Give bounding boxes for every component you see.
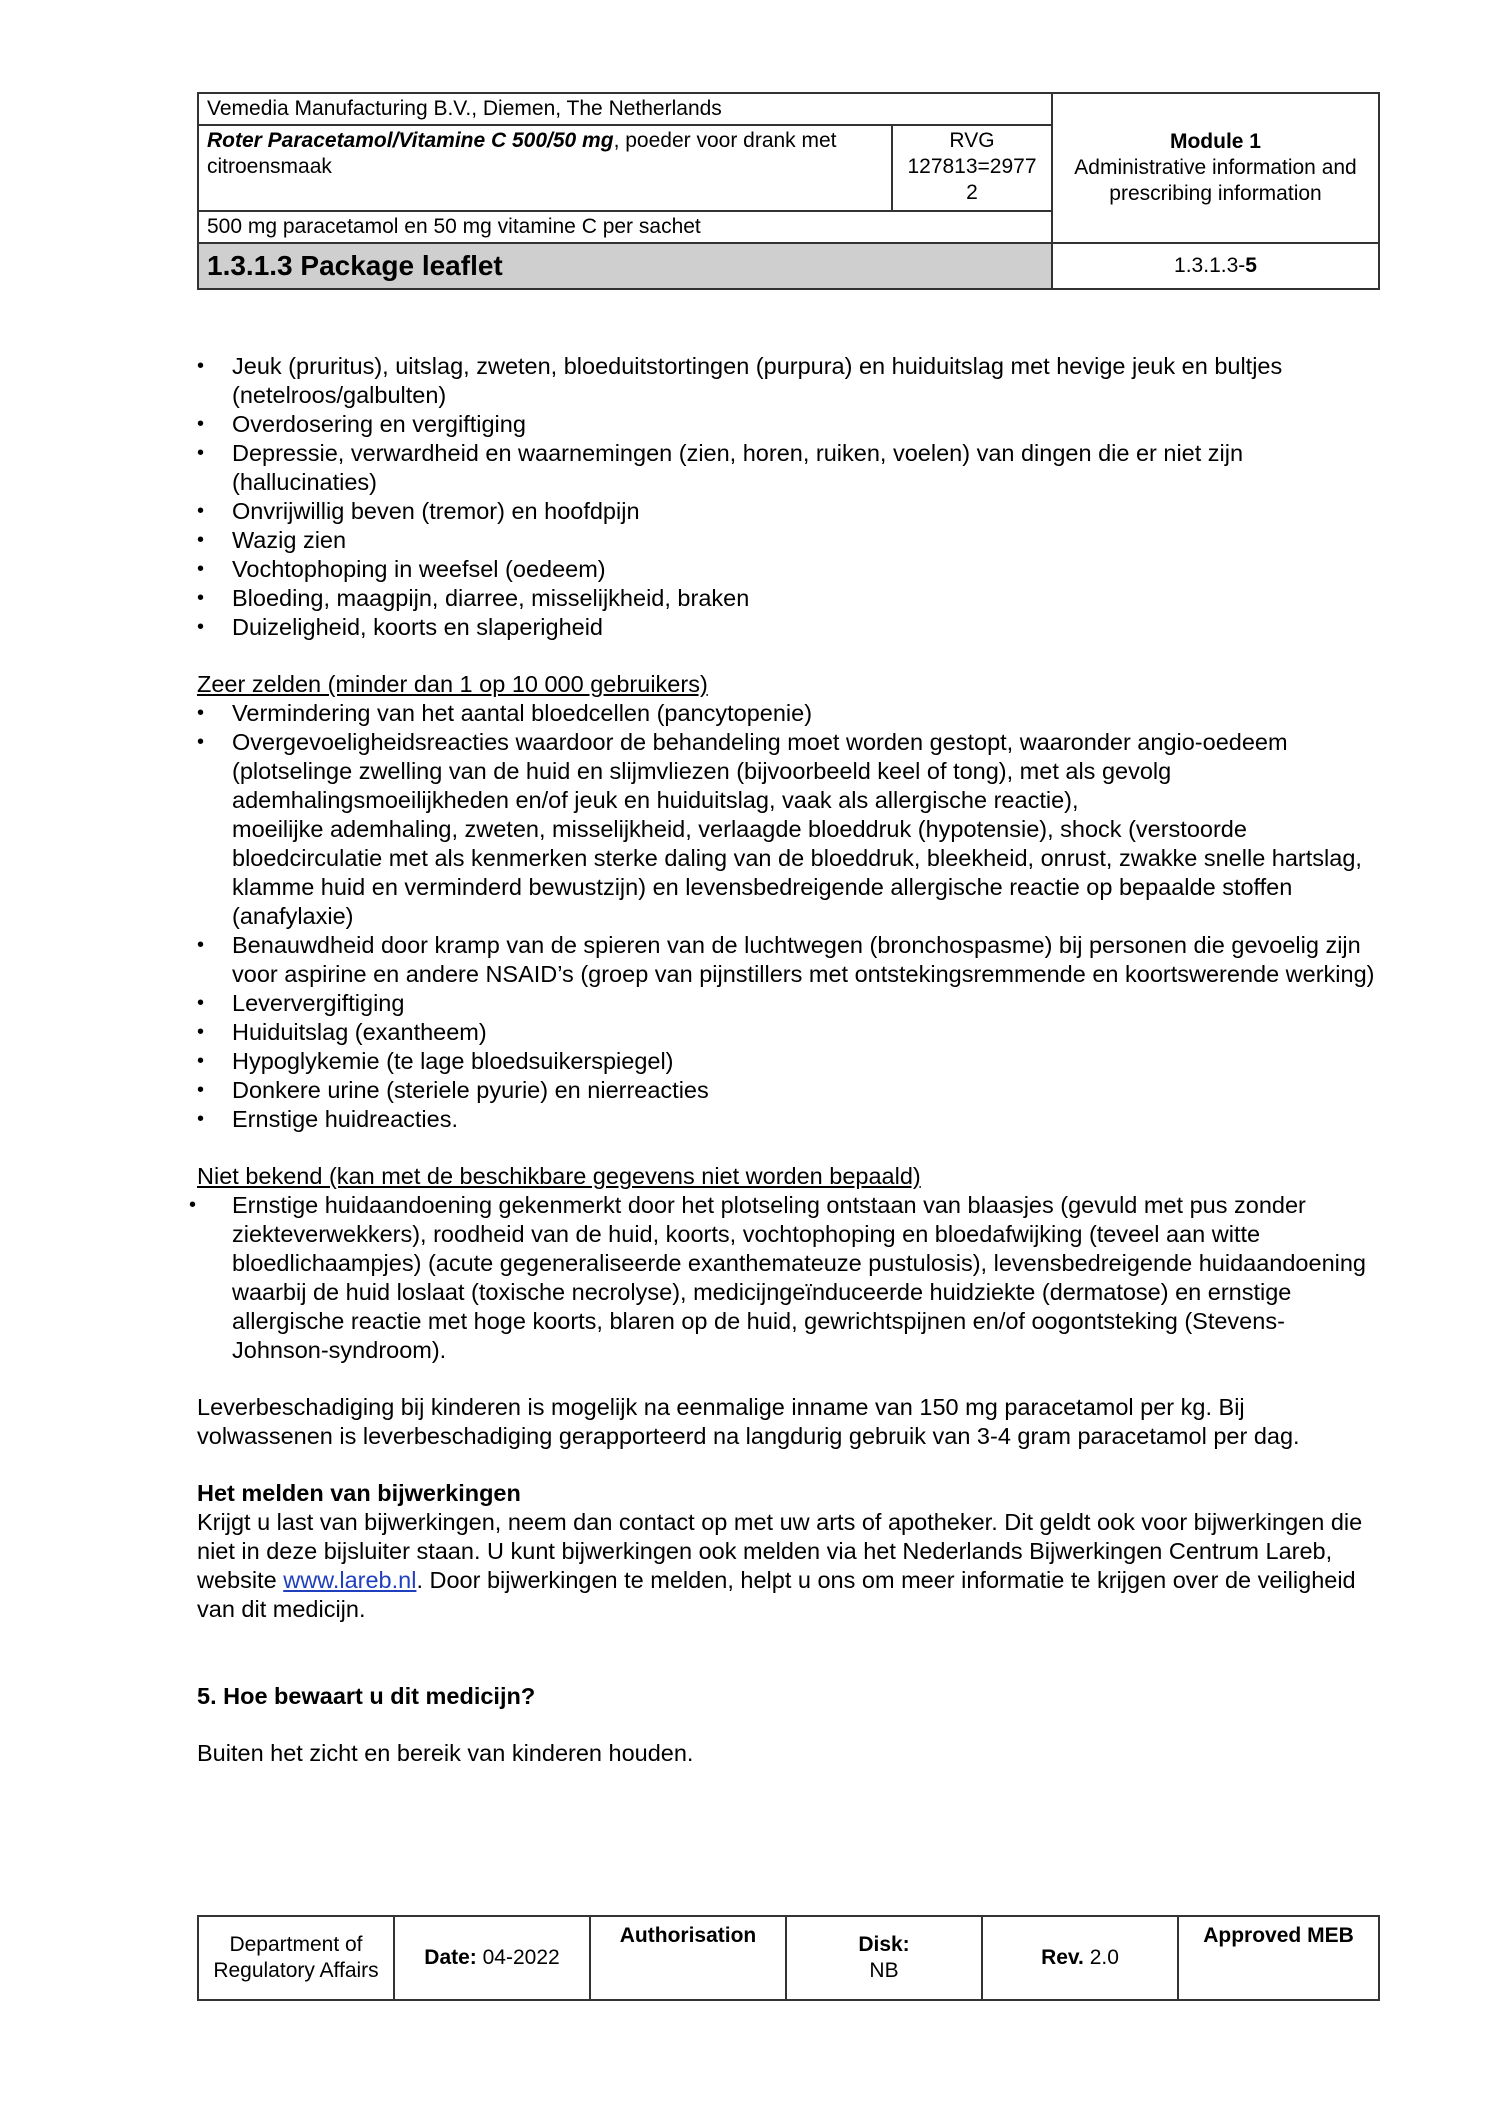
section-title: 1.3.1.3 Package leaflet: [198, 243, 1052, 289]
list-item: • Leververgiftiging: [197, 989, 1377, 1018]
list-item-continuation: moeilijke ademhaling, zweten, misselijkheid, verlaagde bloeddruk (hypotensie), shock (verstoorde bloedcirculatie met als kenmerken sterke daling van de bloeddruk, bleekheid, onrust, zwakke snelle hartslag, klamme huid en verminderd bewustzijn) en levensbedreigende allergische reactie op bepaalde stoffen (anafylaxie): [232, 816, 1362, 929]
disk-value: NB: [869, 1959, 899, 1982]
list-item: • Jeuk (pruritus), uitslag, zweten, bloeduitstortingen (purpura) en huiduitslag met hevige jeuk en bultjes (netelroos/galbulten): [197, 352, 1377, 410]
date-value: 04-2022: [476, 1946, 560, 1969]
list-item: • Wazig zien: [197, 526, 1377, 555]
list-item: • Huiduitslag (exantheem): [197, 1018, 1377, 1047]
list-item: • Duizeligheid, koorts en slaperigheid: [197, 613, 1377, 642]
page-ref-prefix: 1.3.1.3-: [1174, 254, 1246, 277]
rvg-cell: [892, 125, 1052, 211]
list-item-text: Overgevoeligheidsreacties waardoor de behandeling moet worden gestopt, waaronder angio-oedeem (plotselinge zwelling van de huid en slijmvliezen (bijvoorbeeld keel of tong), met als gevolg ademhalingsmoeilijkheden en/of jeuk en huiduitslag, vaak als allergische reactie),: [232, 729, 1288, 813]
authorisation-cell: Authorisation: [590, 1916, 786, 2000]
approved-cell: Approved MEB: [1178, 1916, 1379, 2000]
section-5-heading: 5. Hoe bewaart u dit medicijn?: [197, 1683, 536, 1709]
list-item: • Depressie, verwardheid en waarnemingen (zien, horen, ruiken, voelen) van dingen die er niet zijn (hallucinaties): [197, 439, 1377, 497]
department-cell: Department of Regulatory Affairs: [198, 1916, 394, 2000]
lareb-link[interactable]: www.lareb.nl: [283, 1567, 417, 1593]
page-number: 5: [1245, 254, 1257, 277]
side-effects-list-3: [197, 1191, 1377, 1365]
list-item: • Onvrijwillig beven (tremor) en hoofdpijn: [197, 497, 1377, 526]
module-description: Administrative information and prescribing information: [1074, 156, 1357, 205]
disk-cell: [786, 1916, 982, 2000]
module-title: Module 1: [1169, 130, 1261, 153]
list-item: • Ernstige huidaandoening gekenmerkt door het plotseling ontstaan van blaasjes (gevuld met pus zonder ziekteverwekkers), roodheid van de huid, koorts, vochtophoping en bloedafwijking (teveel aan witte bloedlichaampjes) (acute gegeneraliseerde exanthemateuze pustulosis), levensbedreigende huidaandoening waarbij de huid loslaat (toxische necrolyse), medicijngeïnduceerde huidziekte (dermatose) en ernstige allergische reactie met hoge koorts, blaren op de huid, gewrichtspijnen en/of oogontsteking (Stevens-Johnson-syndroom).: [197, 1191, 1377, 1365]
list-item: • Donkere urine (steriele pyurie) en nierreacties: [197, 1076, 1377, 1105]
strength-cell: [198, 211, 1052, 243]
product-name: Roter Paracetamol/Vitamine C 500/50 mg: [207, 129, 614, 152]
unknown-frequency-heading: Niet bekend (kan met de beschikbare gegevens niet worden bepaald): [197, 1163, 921, 1189]
product-form: , poeder voor drank met citroensmaak: [207, 129, 837, 178]
side-effects-list-1: [197, 352, 1377, 642]
module-cell: [1052, 93, 1379, 243]
page-ref-cell: [1052, 243, 1379, 289]
document-footer: [197, 1915, 1380, 2001]
company-cell: [198, 93, 1052, 125]
report-heading: Het melden van bijwerkingen: [197, 1480, 521, 1506]
liver-damage-paragraph: Leverbeschadiging bij kinderen is mogelijk na eenmalige inname van 150 mg paracetamol per kg. Bij volwassenen is leverbeschadiging gerapporteerd na langdurig gebruik van 3-4 gram paracetamol per dag.: [197, 1394, 1300, 1449]
company-name: Vemedia Manufacturing B.V., Diemen, The Netherlands: [207, 97, 722, 120]
list-item: • Vermindering van het aantal bloedcellen (pancytopenie): [197, 699, 1377, 728]
report-text: Krijgt u last van bijwerkingen, neem dan contact op met uw arts of apotheker. Dit geldt ook voor bijwerkingen die niet in deze bijsluiter staan. U kunt bijwerkingen ook melden via het Nederlands Bijwerkingen Centrum Lareb, website: [197, 1509, 1363, 1593]
storage-text: Buiten het zicht en bereik van kinderen houden.: [197, 1740, 694, 1766]
rvg-label: RVG: [949, 129, 995, 152]
list-item: • Ernstige huidreacties.: [197, 1105, 1377, 1134]
very-rare-heading: Zeer zelden (minder dan 1 op 10 000 gebruikers): [197, 671, 708, 697]
list-item: • Overdosering en vergiftiging: [197, 410, 1377, 439]
rev-label: Rev.: [1041, 1946, 1084, 1969]
report-paragraph: [197, 1508, 1377, 1624]
rvg-number: 127813=2977: [907, 155, 1037, 178]
document-header: [197, 92, 1380, 290]
rvg-suffix: 2: [966, 181, 978, 204]
rev-value: 2.0: [1083, 1946, 1119, 1969]
report-text-end: . Door bijwerkingen te melden, helpt u ons om meer informatie te krijgen over de veiligheid van dit medicijn.: [197, 1567, 1356, 1622]
date-label: Date:: [424, 1946, 477, 1969]
side-effects-list-2: [197, 699, 1377, 1134]
list-item: • Benauwdheid door kramp van de spieren van de luchtwegen (bronchospasme) bij personen die gevoelig zijn voor aspirine en andere NSAID’s (groep van pijnstillers met ontstekingsremmende en koortswerende werking): [197, 931, 1377, 989]
strength: 500 mg paracetamol en 50 mg vitamine C per sachet: [207, 215, 701, 238]
product-cell: [198, 125, 892, 211]
leaflet-body: [197, 352, 1377, 1768]
date-cell: [394, 1916, 590, 2000]
revision-cell: [982, 1916, 1178, 2000]
list-item: • Hypoglykemie (te lage bloedsuikerspiegel): [197, 1047, 1377, 1076]
list-item: • Bloeding, maagpijn, diarree, misselijkheid, braken: [197, 584, 1377, 613]
list-item: • Vochtophoping in weefsel (oedeem): [197, 555, 1377, 584]
list-item: [197, 728, 1377, 931]
disk-label: Disk:: [858, 1933, 910, 1956]
